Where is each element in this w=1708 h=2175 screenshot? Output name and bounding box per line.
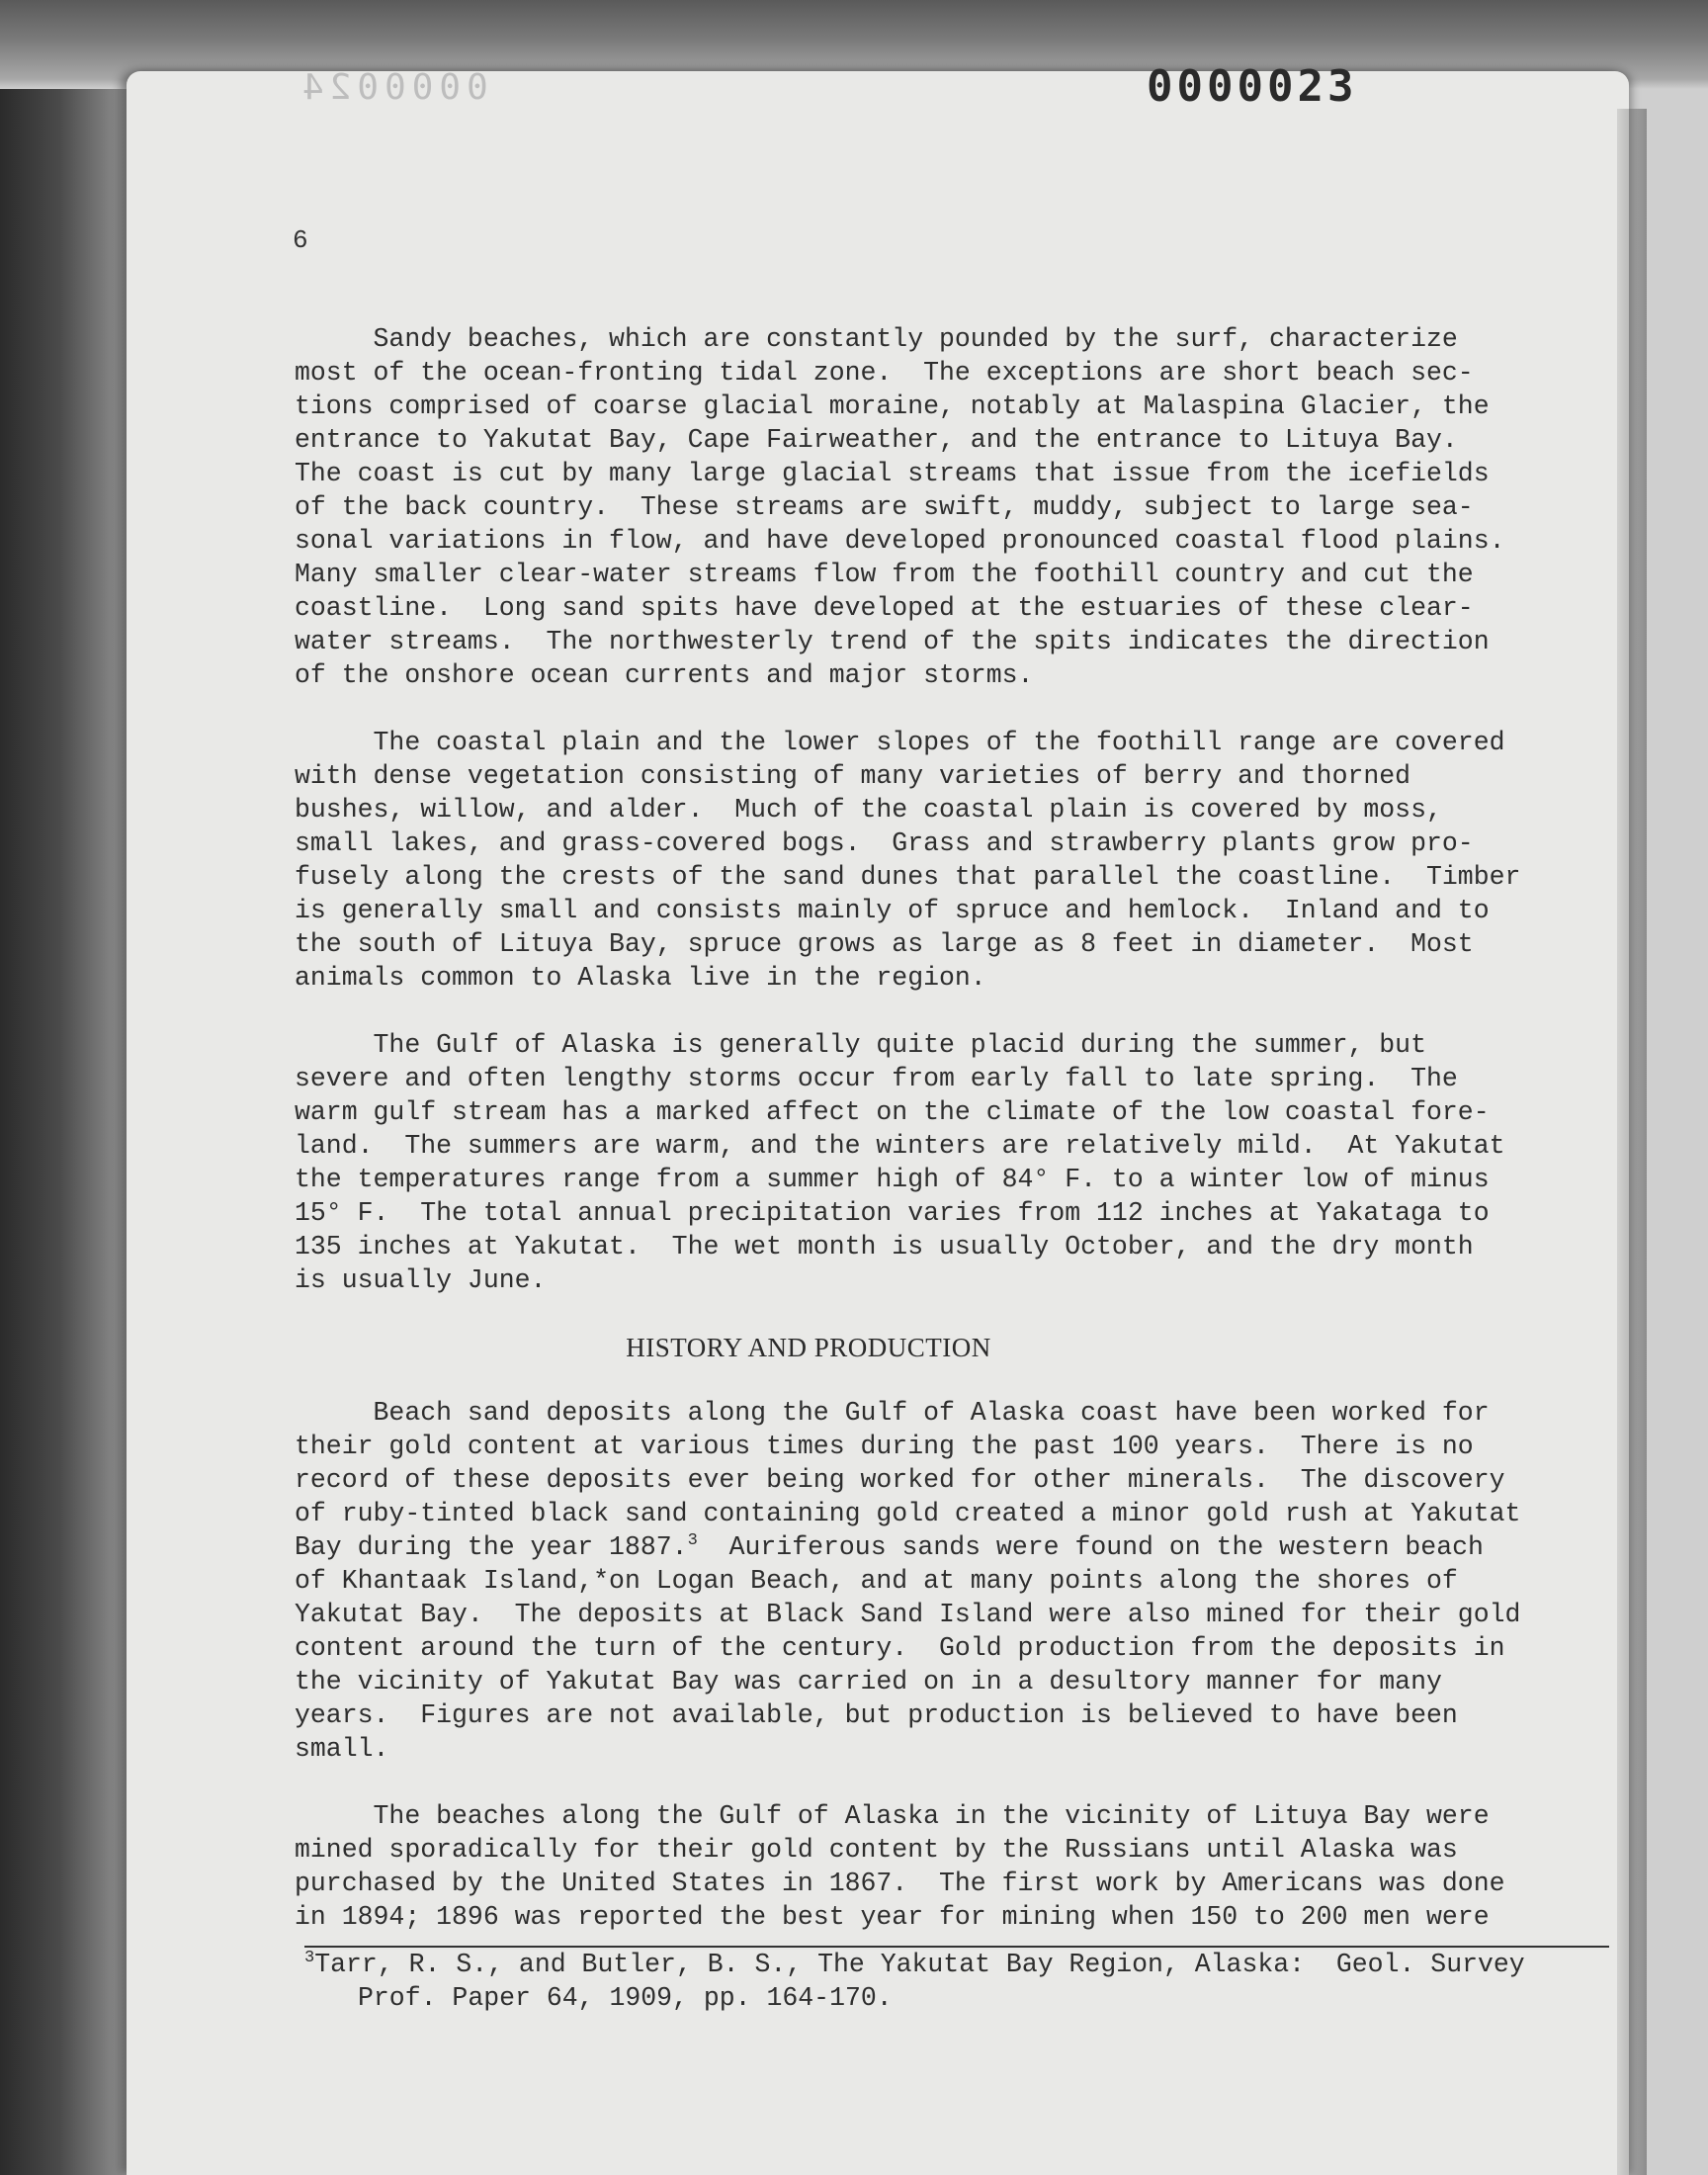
text-line: land. The summers are warm, and the winters are relatively mild. At Yakutat — [295, 1131, 1505, 1161]
footnote-marker: 3 — [304, 1949, 315, 1968]
text-line: warm gulf stream has a marked affect on the climate of the low coastal fore- — [295, 1097, 1490, 1127]
text-line: most of the ocean-fronting tidal zone. The exceptions are short beach sec- — [295, 358, 1474, 388]
text-line: mined sporadically for their gold content by the Russians until Alaska was — [295, 1835, 1458, 1865]
text-line: tions comprised of coarse glacial moraine, notably at Malaspina Glacier, the — [295, 392, 1490, 421]
text-line: sonal variations in flow, and have developed pronounced coastal flood plains. — [295, 526, 1505, 556]
footnote-line: Prof. Paper 64, 1909, pp. 164-170. — [358, 1983, 893, 2013]
text-line: the south of Lituya Bay, spruce grows as large as 8 feet in diameter. Most — [295, 929, 1474, 959]
text-line: fusely along the crests of the sand dunes that parallel the coastline. Timber — [295, 862, 1521, 892]
text-line: 135 inches at Yakutat. The wet month is usually October, and the dry month — [295, 1232, 1474, 1262]
paragraph-beaches — [295, 322, 1619, 692]
paragraph-climate — [295, 1028, 1619, 1297]
document-control-number: 0000023 — [1147, 61, 1358, 112]
text-line: record of these deposits ever being worked for other minerals. The discovery — [295, 1465, 1505, 1495]
text-line: small lakes, and grass-covered bogs. Grass and strawberry plants grow pro- — [295, 828, 1474, 858]
text-line: is generally small and consists mainly of spruce and hemlock. Inland and to — [295, 896, 1490, 925]
text-line: The coastal plain and the lower slopes of the foothill range are covered — [295, 728, 1505, 757]
text-line: Many smaller clear-water streams flow from the foothill country and cut the — [295, 560, 1474, 589]
text-line: The beaches along the Gulf of Alaska in the vicinity of Lituya Bay were — [295, 1801, 1490, 1831]
text-line: of the back country. These streams are swift, muddy, subject to large sea- — [295, 492, 1474, 522]
page-number: 6 — [293, 225, 308, 255]
text-line: in 1894; 1896 was reported the best year for mining when 150 to 200 men were — [295, 1902, 1490, 1932]
page-edge-shadow — [1617, 109, 1647, 2175]
text-line: of Khantaak Island,*on Logan Beach, and at many points along the shores of — [295, 1566, 1458, 1596]
text-line: coastline. Long sand spits have developed at the estuaries of these clear- — [295, 593, 1474, 623]
text-line: water streams. The northwesterly trend of the spits indicates the direction — [295, 627, 1490, 656]
text-line: with dense vegetation consisting of many varieties of berry and thorned — [295, 761, 1411, 791]
text-line: entrance to Yakutat Bay, Cape Fairweather, and the entrance to Lituya Bay. — [295, 425, 1458, 455]
text-line: is usually June. — [295, 1265, 547, 1295]
text-line: The coast is cut by many large glacial streams that issue from the icefields — [295, 459, 1490, 488]
footnote — [304, 1948, 1619, 2015]
text-line: 15° F. The total annual precipitation varies from 112 inches at Yakataga to — [295, 1198, 1490, 1228]
text-line: their gold content at various times during the past 100 years. There is no — [295, 1432, 1474, 1461]
text-line: years. Figures are not available, but production is believed to have been — [295, 1700, 1458, 1730]
text-line: animals common to Alaska live in the region. — [295, 963, 986, 993]
text-line: of ruby-tinted black sand containing gold created a minor gold rush at Yakutat — [295, 1499, 1521, 1528]
footnote-reference: 3 — [687, 1531, 698, 1551]
paragraph-history — [295, 1396, 1619, 1766]
paragraph-vegetation — [295, 726, 1619, 995]
text-line: Bay during the year 1887.$^3$ Auriferous sands were found on the western beach — [295, 1531, 1484, 1562]
text-line: Yakutat Bay. The deposits at Black Sand Island were also mined for their gold — [295, 1600, 1521, 1629]
text-line: Sandy beaches, which are constantly pounded by the surf, characterize — [295, 324, 1458, 354]
text-line: Beach sand deposits along the Gulf of Alaska coast have been worked for — [295, 1398, 1490, 1428]
text-line: The Gulf of Alaska is generally quite placid during the summer, but — [295, 1030, 1426, 1060]
text-line: of the onshore ocean currents and major storms. — [295, 660, 1034, 690]
text-line: severe and often lengthy storms occur from early fall to late spring. The — [295, 1064, 1458, 1093]
paragraph-lituya — [295, 1799, 1619, 1934]
section-heading: HISTORY AND PRODUCTION — [626, 1333, 991, 1362]
footnote-line: $^3$Tarr, R. S., and Butler, B. S., The Yakutat Bay Region, Alaska: Geol. Survey — [304, 1949, 1525, 1979]
body-text — [295, 322, 1619, 1967]
text-line: purchased by the United States in 1867. The first work by Americans was done — [295, 1869, 1505, 1898]
text-line: the temperatures range from a summer high of 84° F. to a winter low of minus — [295, 1165, 1490, 1194]
text-line: the vicinity of Yakutat Bay was carried on in a desultory manner for many — [295, 1667, 1442, 1696]
bleed-through-stamp: 0000024 — [297, 67, 488, 108]
text-line: content around the turn of the century. Gold production from the deposits in — [295, 1633, 1505, 1663]
text-line: bushes, willow, and alder. Much of the coastal plain is covered by moss, — [295, 795, 1442, 825]
text-line: small. — [295, 1734, 389, 1764]
